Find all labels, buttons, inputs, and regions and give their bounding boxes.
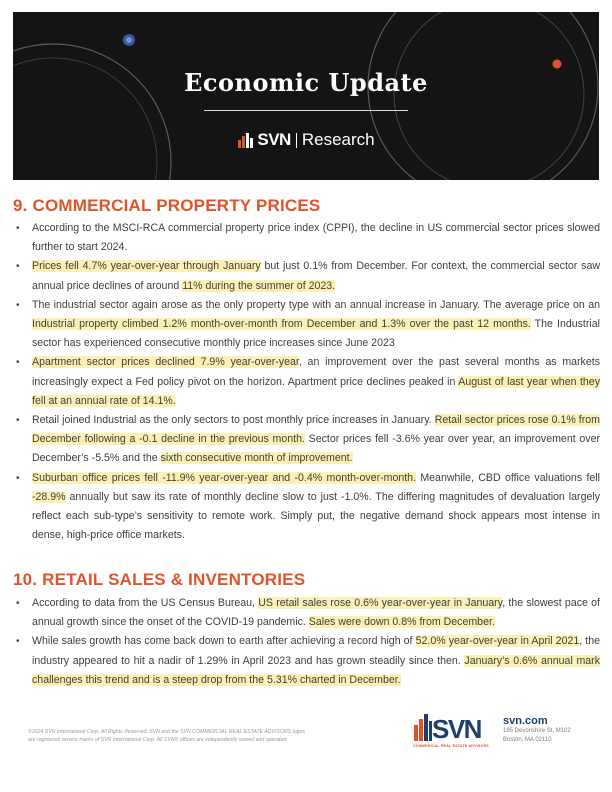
section-title-commercial-property-prices: 9. COMMERCIAL PROPERTY PRICES [13,196,321,215]
commercial-property-bullets [13,219,600,545]
bullet-text: The industrial sector again arose as the only property type with an annual increase in January. The average price on an [32,298,600,311]
highlighted-text: 52.0% year-over-year in April 2021 [415,635,580,648]
bullet-item [13,594,600,632]
contact-block [503,715,603,745]
highlighted-text: Retail sector prices rose 0.1% from December following a -0.1 decline in the previous month. [32,414,600,446]
highlighted-text: Apartment sector prices declined 7.9% year-over-year [32,356,299,369]
hero-banner [13,12,599,180]
bullet-text: Retail joined Industrial as the only sectors to post monthly price increases in January. [32,414,435,427]
bullet-item [13,219,600,257]
retail-sales-bullets [13,594,600,690]
svn-building-icon [237,132,255,148]
logo-tagline: COMMERCIAL REAL ESTATE ADVISORS [413,744,489,748]
legal-line-2: are registered service marks of SVN International Corp. All SVN® offices are independently owned and operated. [28,736,288,743]
highlighted-text: January’s 0.6% annual mark challenges this trend and is a steep drop from the 5.31% charted in December. [32,654,600,686]
highlighted-text: 11% during the summer of 2023. [182,279,336,292]
brand-svn-text: SVN [257,130,291,149]
section-title-retail-sales: 10. RETAIL SALES & INVENTORIES [13,570,306,589]
highlighted-text: Prices fell 4.7% year-over-year through January [32,260,261,273]
bullet-text: While sales growth has come back down to earth after achieving a record high of [32,635,416,648]
bullet-text: , the slowest pace of annual growth since the onset of the COVID-19 pandemic. [32,597,600,629]
bullet-item [13,257,600,295]
highlighted-text: sixth consecutive month of improvement. [160,452,353,465]
bullet-item [13,353,600,411]
highlighted-text: Industrial property climbed 1.2% month-over-month from December and 1.3% over the past 12 months. [32,318,531,331]
brand-separator [296,133,297,148]
highlighted-text: -28.9% [32,490,66,503]
svn-logo [413,711,493,751]
svn-logo-mark-icon [413,711,433,743]
highlighted-text: August of last year when they fell at an annual rate of 14.1%. [32,375,600,407]
bullet-text: , the industry appeared to hit a nadir of 1.29% in April 2023 and has grown steadily since then. [32,635,600,667]
logo-wordmark: SVN [432,714,481,744]
bullet-text: , an improvement over the past several months as markets increasingly expect a Fed policy pivot on the horizon. Apartment price declines peaked in [32,356,600,388]
bullet-text: but just 0.1% from December. For context, the commercial sector saw annual price declines of around [32,260,600,292]
bullet-text: annually but saw its rate of monthly decline slow to just -1.0%. The differing magnitudes of devaluation largely reflect each sub-type’s sensitivity to remote work. Simply put, the negative demand shock appears most intense in dense, high-price office markets. [32,490,600,542]
bullet-item [13,469,600,546]
bullet-text: Sector prices fell -3.6% year over year, an improvement over December’s -5.5% and the [32,433,600,465]
legal-line-1: ©2024 SVN International Corp. All Rights Reserved. SVN and the SVN COMMERCIAL REAL ESTATE ADVISORS logos [28,729,305,735]
svn-research-brand [213,129,399,151]
website-link[interactable]: svn.com [503,715,548,727]
bullet-text: Meanwhile, CBD office valuations fell [416,471,600,484]
address-line-2: Boston, MA 02110 [503,737,552,743]
bullet-item [13,296,600,354]
bullet-text: The Industrial sector has experienced consecutive monthly price increases since June 2023 [32,318,601,350]
bullet-text: According to the MSCI-RCA commercial property price index (CPPI), the decline in US commercial sector prices slowed further to start 2024. [32,222,600,254]
address-line-1: 185 Devonshire St, M102 [503,728,571,734]
highlighted-text: Suburban office prices fell -11.9% year-over-year and -0.4% month-over-month. [32,471,417,484]
title-divider [204,110,408,111]
highlighted-text: US retail sales rose 0.6% year-over-year in January [258,597,503,609]
brand-research-text: Research [301,130,375,149]
page-title: Economic Update [184,68,428,97]
bullet-item [13,632,600,690]
bullet-item [13,411,600,469]
legal-notice [28,729,328,744]
highlighted-text: Sales were down 0.8% from December. [308,616,495,629]
bullet-text: According to data from the US Census Bureau, [32,597,259,609]
